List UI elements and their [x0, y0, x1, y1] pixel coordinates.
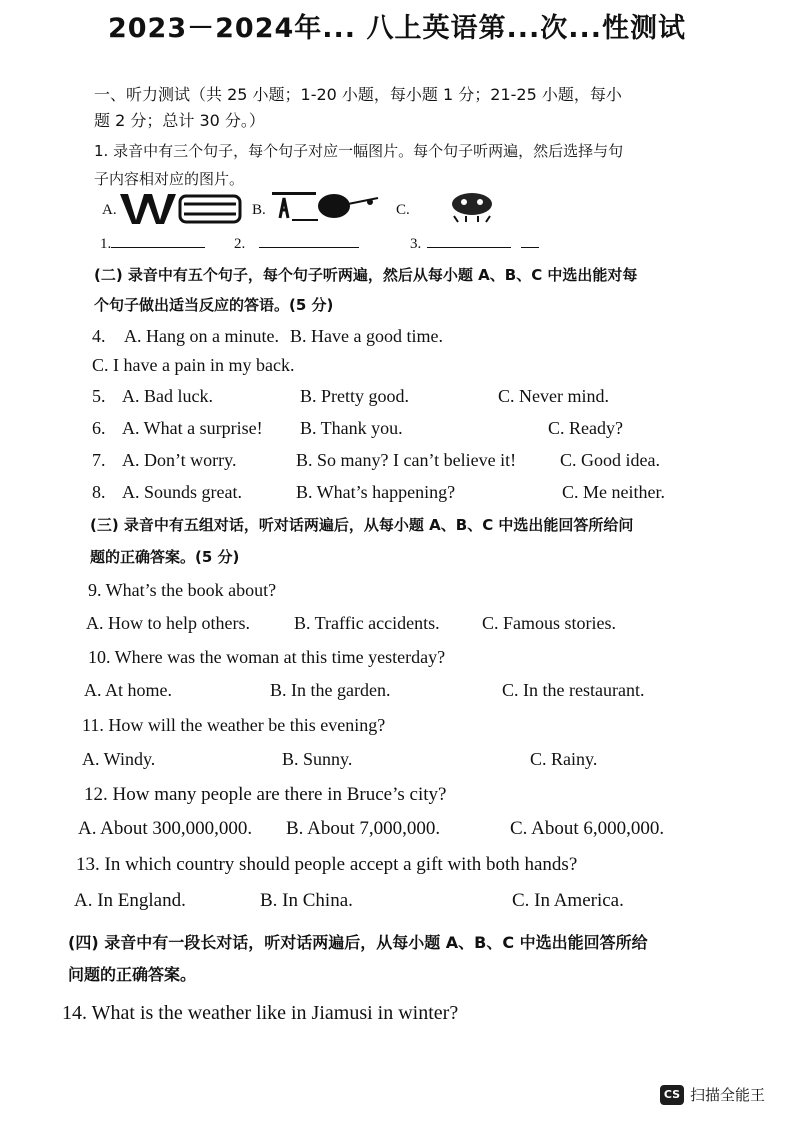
- part1-instruction-line1: 1. 录音中有三个句子，每个句子对应一幅图片。每个句子听两遍，然后选择与句: [94, 142, 624, 160]
- answer-line-2[interactable]: [259, 233, 359, 248]
- picture-option-a-label: A.: [102, 202, 117, 218]
- answer-line-3[interactable]: [427, 233, 511, 248]
- question-8-number: 8.: [92, 482, 106, 502]
- answer-blank-3[interactable]: [410, 233, 539, 253]
- question-11-text: 11. How will the weather be this evening?: [82, 715, 386, 735]
- question-8-option-b[interactable]: B. What’s happening?: [296, 482, 456, 502]
- page-title: 2023－2024年... 八上英语第...次...性测试: [107, 13, 686, 44]
- part3-heading-line1: (三) 录音中有五组对话，听对话两遍后，从每小题 A、B、C 中选出能回答所给问: [90, 516, 634, 534]
- answer-blank-3-label: 3.: [410, 236, 422, 252]
- picture-b-icon: [270, 190, 382, 226]
- question-4-number: 4.: [92, 326, 106, 346]
- question-12-option-a[interactable]: A. About 300,000,000.: [78, 818, 253, 839]
- part1-heading-line1: 一、听力测试（共 25 小题；1-20 小题，每小题 1 分；21-25 小题，每小: [94, 85, 622, 104]
- answer-blank-1[interactable]: [100, 233, 205, 253]
- question-13-option-b[interactable]: B. In China.: [260, 890, 353, 911]
- question-10-option-b[interactable]: B. In the garden.: [270, 680, 391, 700]
- question-11-option-b[interactable]: B. Sunny.: [282, 749, 353, 769]
- watermark-text: 扫描全能王: [690, 1086, 766, 1104]
- scanner-watermark: [660, 1084, 765, 1105]
- part4-heading-line1: (四) 录音中有一段长对话，听对话两遍后，从每小题 A、B、C 中选出能回答所给: [68, 933, 648, 952]
- question-6-option-c[interactable]: C. Ready?: [548, 418, 623, 438]
- question-7-option-a[interactable]: A. Don’t worry.: [122, 450, 237, 470]
- question-6-option-b[interactable]: B. Thank you.: [300, 418, 403, 438]
- question-11-option-c[interactable]: C. Rainy.: [530, 749, 598, 769]
- question-5-option-b[interactable]: B. Pretty good.: [300, 386, 410, 406]
- question-5-option-c[interactable]: C. Never mind.: [498, 386, 609, 406]
- question-7-number: 7.: [92, 450, 106, 470]
- picture-a-icon: [118, 190, 244, 226]
- part1-heading-line2: 题 2 分；总计 30 分。）: [94, 111, 265, 130]
- question-13-option-c[interactable]: C. In America.: [512, 890, 624, 911]
- question-10-text: 10. Where was the woman at this time yesterday?: [88, 647, 446, 667]
- question-4-option-c[interactable]: C. I have a pain in my back.: [92, 355, 295, 375]
- question-14-text: 14. What is the weather like in Jiamusi in winter?: [62, 1002, 459, 1024]
- question-5-option-a[interactable]: A. Bad luck.: [122, 386, 213, 406]
- question-10-option-c[interactable]: C. In the restaurant.: [502, 680, 645, 700]
- answer-blank-1-label: 1.: [100, 236, 112, 252]
- question-13-option-a[interactable]: A. In England.: [74, 890, 186, 911]
- answer-blank-2[interactable]: [234, 233, 359, 253]
- question-8-option-c[interactable]: C. Me neither.: [562, 482, 665, 502]
- picture-c-icon: [446, 190, 502, 224]
- question-12-text: 12. How many people are there in Bruce’s city?: [84, 784, 447, 805]
- part4-heading-line2: 问题的正确答案。: [68, 965, 197, 984]
- question-11-option-a[interactable]: A. Windy.: [82, 749, 156, 769]
- question-9-option-a[interactable]: A. How to help others.: [86, 613, 250, 633]
- part2-heading-line2: 个句子做出适当反应的答语。(5 分): [94, 296, 334, 314]
- camscanner-logo-icon: CS: [660, 1085, 684, 1105]
- question-7-option-b[interactable]: B. So many? I can’t believe it!: [296, 450, 517, 470]
- question-4-option-b[interactable]: B. Have a good time.: [290, 326, 443, 346]
- part2-heading-line1: (二) 录音中有五个句子，每个句子听两遍，然后从每小题 A、B、C 中选出能对每: [94, 266, 638, 284]
- question-9-text: 9. What’s the book about?: [88, 580, 277, 600]
- question-9-option-c[interactable]: C. Famous stories.: [482, 613, 617, 633]
- question-6-option-a[interactable]: A. What a surprise!: [122, 418, 263, 438]
- question-5-number: 5.: [92, 386, 106, 406]
- question-4-option-a[interactable]: A. Hang on a minute.: [124, 326, 279, 346]
- answer-blank-2-label: 2.: [234, 236, 246, 252]
- picture-option-b-label: B.: [252, 202, 266, 218]
- part1-instruction-line2: 子内容相对应的图片。: [94, 170, 245, 188]
- question-8-option-a[interactable]: A. Sounds great.: [122, 482, 242, 502]
- picture-option-c-label: C.: [396, 202, 410, 218]
- question-7-option-c[interactable]: C. Good idea.: [560, 450, 660, 470]
- question-9-option-b[interactable]: B. Traffic accidents.: [294, 613, 440, 633]
- question-6-number: 6.: [92, 418, 106, 438]
- question-10-option-a[interactable]: A. At home.: [84, 680, 172, 700]
- answer-line-3-tail: [521, 233, 539, 248]
- part3-heading-line2: 题的正确答案。(5 分): [90, 548, 240, 566]
- answer-line-1[interactable]: [111, 233, 205, 248]
- question-12-option-c[interactable]: C. About 6,000,000.: [510, 818, 665, 839]
- question-13-text: 13. In which country should people accept a gift with both hands?: [76, 854, 578, 875]
- question-12-option-b[interactable]: B. About 7,000,000.: [286, 818, 441, 839]
